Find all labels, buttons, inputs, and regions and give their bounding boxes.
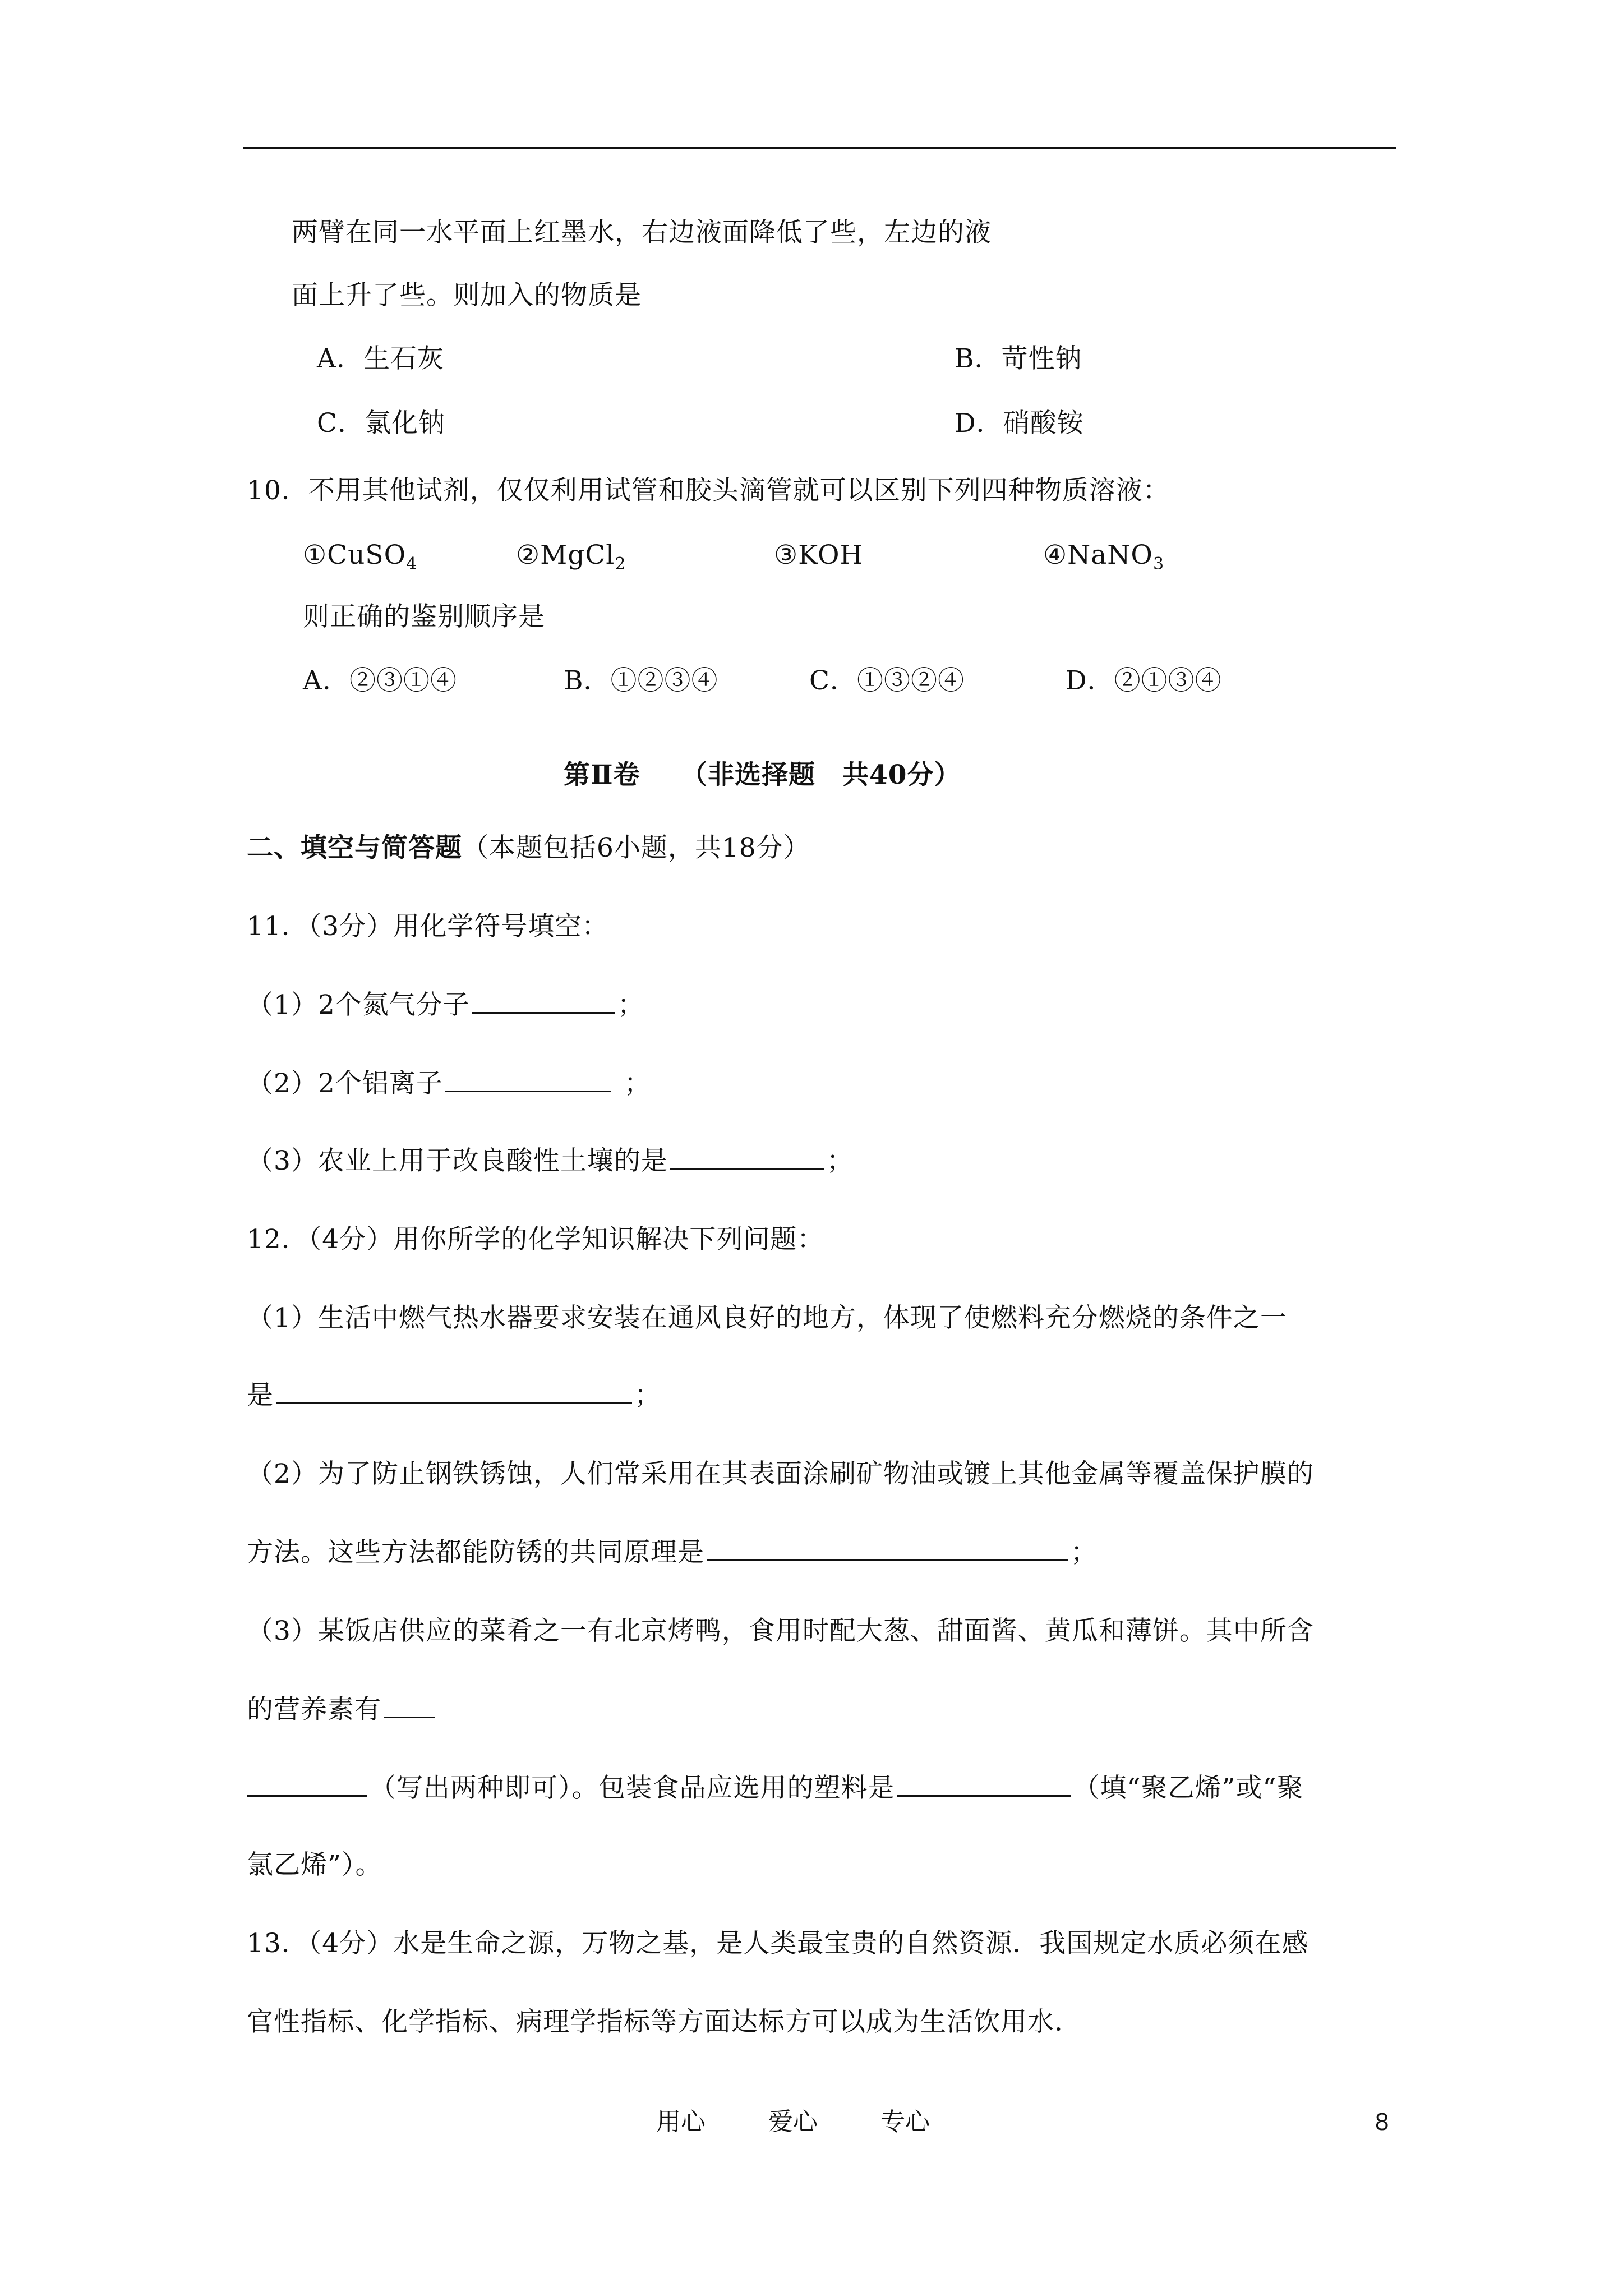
q12-sub-3-line4: 氯乙烯”）。 (247, 1849, 382, 1880)
q12-sub-2-line2: 方法。这些方法都能防锈的共同原理是 ； (247, 1537, 1098, 1568)
part2-title: 第Ⅱ卷 （非选择题 共40分） (564, 760, 961, 790)
q12-sub-1-line2: 是 ； (247, 1380, 661, 1411)
q11-sub-3: （3）农业上用于改良酸性土壤的是 ； (247, 1145, 854, 1176)
q10-prompt: 则正确的鉴别顺序是 (303, 601, 545, 632)
page-number: 8 (1375, 2108, 1389, 2136)
q11-sub-1: （1）2个氮气分子 ； (247, 990, 644, 1020)
q9-option-d: D．硝酸铵 (955, 408, 1084, 439)
q9-option-a: A．生石灰 (317, 343, 444, 374)
q10-item-2: ②MgCl$_2$ (516, 540, 626, 574)
answer-blank[interactable] (897, 1773, 1071, 1797)
q10-option-a: A．②③①④ (303, 665, 457, 696)
answer-blank[interactable] (247, 1773, 367, 1797)
answer-blank[interactable] (445, 1068, 611, 1092)
q9-option-b: B．苛性钠 (955, 343, 1082, 374)
answer-blank[interactable] (276, 1380, 632, 1404)
footer-word-3: 专心 (880, 2108, 930, 2136)
q10-item-4: ④NaNO$_3$ (1043, 540, 1165, 574)
q9-stem-line2: 面上升了些。则加入的物质是 (292, 280, 642, 311)
q9-option-c: C．氯化钠 (317, 408, 445, 439)
footer-word-2: 爱心 (768, 2108, 818, 2136)
q10-option-c: C．①③②④ (809, 665, 965, 696)
header-rule (243, 147, 1396, 149)
q10-stem: 10．不用其他试剂，仅仅利用试管和胶头滴管就可以区别下列四种物质溶液： (247, 475, 1170, 506)
section-note: （本题包括6小题，共18分） (462, 832, 810, 863)
q12-sub-3-line3: （写出两种即可）。包装食品应选用的塑料是 （填“聚乙烯”或“聚 (247, 1772, 1304, 1805)
answer-blank[interactable] (472, 990, 615, 1014)
q11-stem: 11．（3分）用化学符号填空： (247, 911, 609, 942)
q12-sub-2-line1: （2）为了防止钢铁锈蚀，人们常采用在其表面涂刷矿物油或镀上其他金属等覆盖保护膜的 (247, 1458, 1314, 1489)
q12-sub-1-line1: （1）生活中燃气热水器要求安装在通风良好的地方，体现了使燃料充分燃烧的条件之一 (247, 1303, 1287, 1333)
section-title: 二、填空与简答题 (247, 832, 462, 863)
q10-item-1: ①CuSO$_4$ (303, 540, 418, 574)
q13-line1: 13．（4分）水是生命之源，万物之基，是人类最宝贵的自然资源．我国规定水质必须在感 (247, 1928, 1309, 1959)
q12-stem: 12．（4分）用你所学的化学知识解决下列问题： (247, 1224, 824, 1255)
q11-sub-2: （2）2个铝离子 ； (247, 1068, 651, 1099)
answer-blank[interactable] (670, 1145, 824, 1170)
section-heading (247, 831, 810, 865)
q9-stem-line1: 两臂在同一水平面上红墨水，右边液面降低了些，左边的液 (292, 217, 992, 248)
q10-item-3: ③KOH (774, 540, 864, 570)
q13-line2: 官性指标、化学指标、病理学指标等方面达标方可以成为生活饮用水． (247, 2007, 1081, 2037)
q12-sub-3-line1: （3）某饭店供应的菜肴之一有北京烤鸭，食用时配大葱、甜面酱、黄瓜和薄饼。其中所含 (247, 1616, 1314, 1646)
q12-sub-3-line2: 的营养素有 (247, 1693, 437, 1727)
q10-option-b: B．①②③④ (564, 665, 718, 696)
q10-option-d: D．②①③④ (1066, 665, 1222, 696)
answer-blank[interactable] (707, 1537, 1068, 1561)
footer-word-1: 用心 (656, 2108, 706, 2136)
answer-blank[interactable] (384, 1694, 435, 1718)
